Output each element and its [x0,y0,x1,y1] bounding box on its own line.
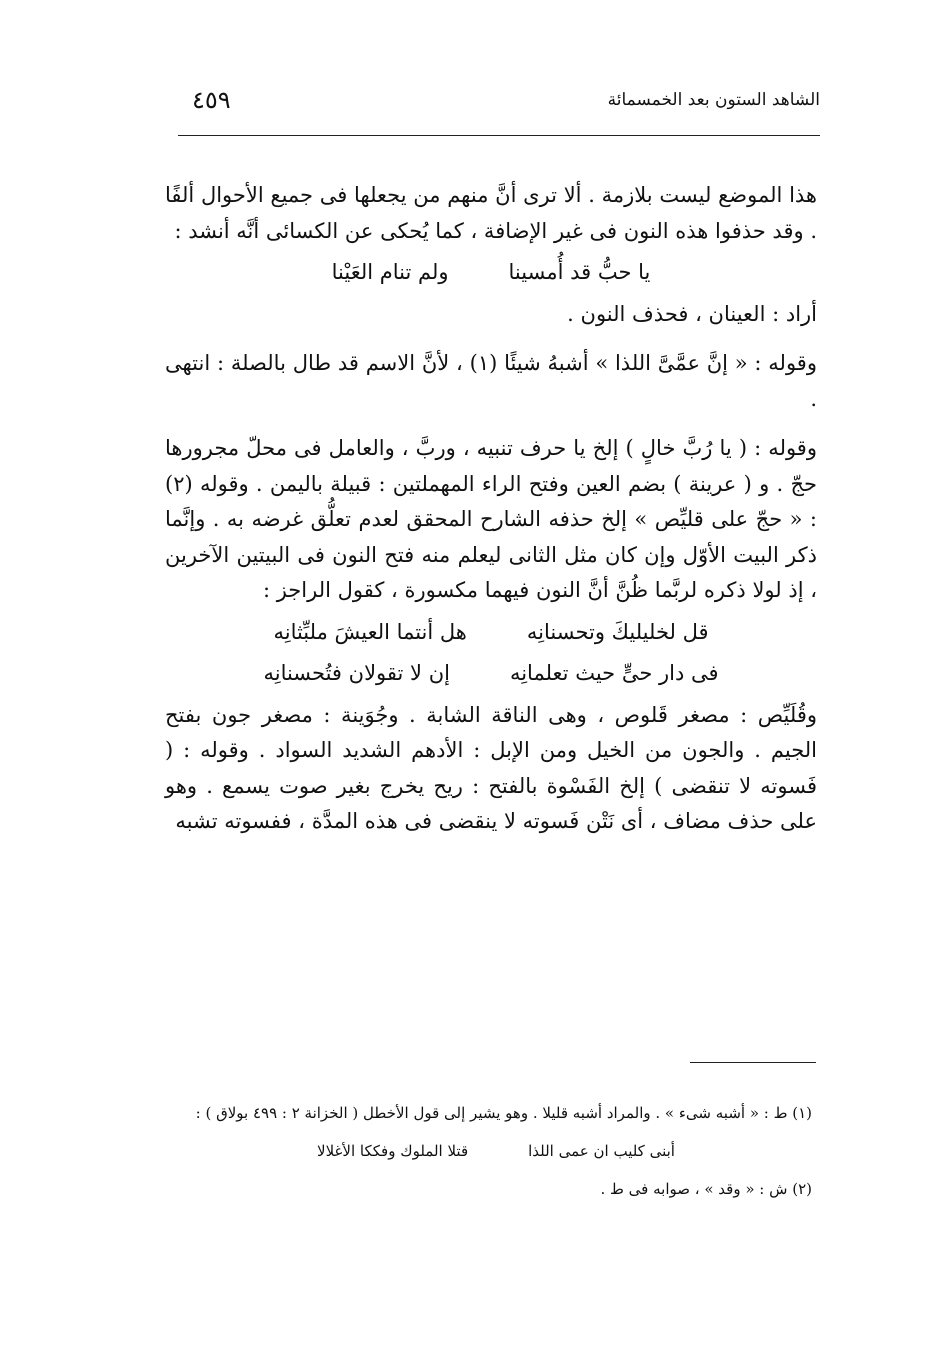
header-divider [178,135,820,136]
verse-hemistich: يا حبُّ قد أُمسينا [508,260,651,284]
verse-hemistich: قتلا الملوك وفككا الأغلالا [317,1142,469,1160]
verse-line [165,656,817,692]
verse-hemistich: ولم تنام العَيْنا [331,260,449,284]
paragraph: وقُلَيِّص : مصغر قَلوص ، وهى الناقة الشابة . وجُوَينة : مصغر جون بفتح الجيم . والجون من الخيل ومن الإبل : الأدهم الشديد السواد . وقوله : ( فَسوته لا تنقضى ) إلخ الفَسْوة بالفتح : ريح يخرج بغير صوت يسمع . وهو على حذف مضاف ، أى نَتْن فَسوته لا ينقضى فى هذه المدَّة ، ففسوته تشبه [165,702,817,833]
footnote: (١) ط : « أشبه شىء » . والمراد أشبه قليلا . وهو يشير إلى قول الأخطل ( الخزانة ٢ : ٤٩٩ بولاق ) : [195,1104,812,1122]
page-number: ٤٥٩ [192,86,231,114]
verse-line [165,615,817,651]
paragraph: أراد : العينان ، فحذف النون . [567,301,817,326]
running-header [180,86,820,126]
verse-hemistich: أبنى كليب ان عمى اللذا [528,1142,675,1160]
verse-line [165,255,817,291]
footnote: (٢) ش : « وقد » ، صوابه فى ط . [600,1180,812,1198]
main-text [165,178,817,840]
verse-hemistich: فى دار حىٍّ حيث تعلمانِه [509,661,719,685]
footnote-divider [690,1062,816,1063]
verse-hemistich: هل أنتما العيشَ ملبِّثانِه [273,619,467,644]
verse-hemistich: إن لا تقولان فتُحسنانِه [263,661,450,685]
verse-hemistich: قل لخليليكَ وتحسنانِه [526,619,709,644]
footnotes [180,1098,812,1204]
paragraph: وقوله : ( يا رُبَّ خالٍ ) إلخ يا حرف تنبيه ، وربَّ ، والعامل فى محلّ مجرورها حجّ . و ( عرينة ) بضم العين وفتح الراء المهملتين : قبيلة باليمن . وقوله (٢) : « حجّ على قليِّص » إلخ حذفه الشارح المحقق لعدم تعلُّق غرضه به . وإنَّما ذكر البيت الأوّل وإن كان مثل الثانى ليعلم منه فتح النون فى البيتين الآخرين ، إذ لولا ذكره لربَّما ظُنَّ أنَّ النون فيهما مكسورة ، كقول الراجز : [165,436,817,602]
running-title: الشاهد الستون بعد الخمسمائة [607,90,820,110]
paragraph: هذا الموضع ليست بلازمة . ألا ترى أنَّ منهم من يجعلها فى جميع الأحوال ألفًا . وقد حذفوا هذه النون فى غير الإضافة ، كما يُحكى عن الكسائى أنَّه أنشد : [165,183,817,243]
footnote-verse [180,1136,812,1166]
paragraph: وقوله : « إنَّ عمَّىَّ اللذا » أشبهُ شيئًا (١) ، لأنَّ الاسم قد طال بالصلة : انتهى . [165,351,817,411]
